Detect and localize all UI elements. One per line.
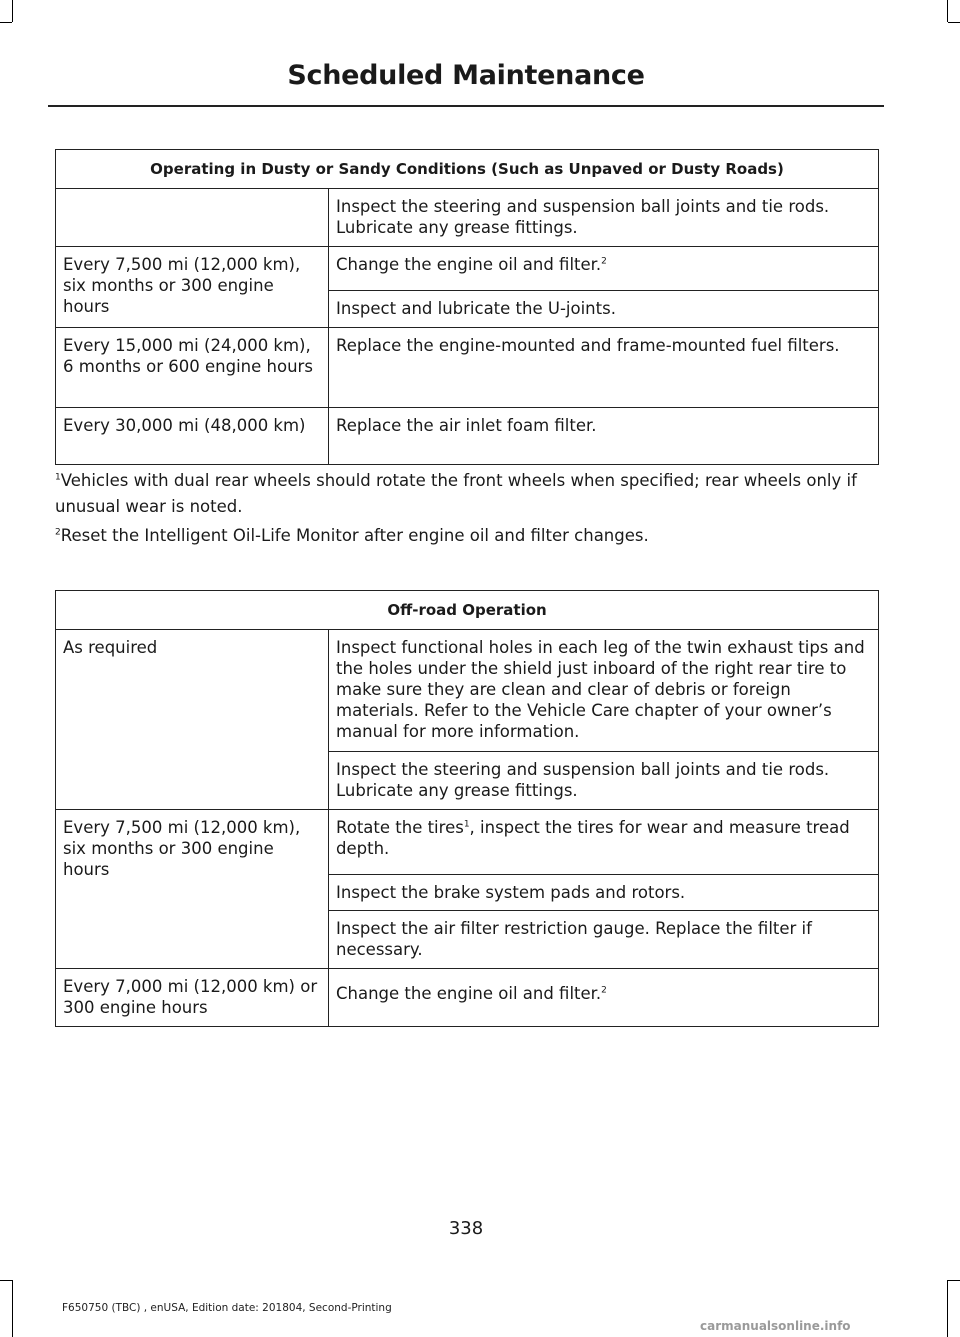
table-row [56,408,879,465]
crop-mark [0,1280,12,1281]
task-text: Rotate the tires [336,818,464,837]
footnote-mark: 1 [55,472,61,483]
task-cell: Replace the engine-mounted and frame-mounted fuel filters. [329,328,879,408]
crop-mark [947,1280,948,1337]
footnotes [55,468,885,552]
footnote [55,468,885,520]
interval-cell: Every 30,000 mi (48,000 km) [56,408,329,465]
task-cell [329,247,879,291]
page-title: Scheduled Maintenance [287,60,645,91]
table-heading: Operating in Dusty or Sandy Conditions (Such as Unpaved or Dusty Roads) [56,150,879,189]
table-row [56,189,879,247]
footnote-ref: 2 [601,256,607,267]
interval-cell: Every 7,500 mi (12,000 km), six months or 300 engine hours [56,810,329,969]
table-row [56,630,879,752]
task-cell: Inspect functional holes in each leg of the twin exhaust tips and the holes under the shield just inboard of the right rear tire to make sure they are clean and clear of debris or foreign materials. Refer to the Vehicle Care chapter of your owner’s manual for more information. [329,630,879,752]
interval-cell [56,189,329,247]
dusty-conditions-table [55,149,879,465]
footnote-mark: 2 [55,527,61,538]
task-cell: Inspect and lubricate the U-joints. [329,291,879,328]
task-cell: Inspect the steering and suspension ball joints and tie rods. Lubricate any grease fittings. [329,189,879,247]
crop-mark [948,22,960,23]
task-cell: Replace the air inlet foam filter. [329,408,879,465]
table-row [56,969,879,1027]
table-row [56,247,879,291]
watermark: carmanualsonline.info [700,1319,851,1333]
crop-mark [948,1280,960,1281]
task-text: Change the engine oil and filter. [336,984,602,1003]
task-cell [329,969,879,1027]
interval-cell: Every 15,000 mi (24,000 km), 6 months or 600 engine hours [56,328,329,408]
task-cell [329,810,879,875]
table-header-row [56,150,879,189]
header-divider [48,105,884,107]
footnote [55,523,885,549]
footnote-text: Reset the Intelligent Oil-Life Monitor after engine oil and filter changes. [60,526,649,545]
table-header-row [56,591,879,630]
crop-mark [12,0,13,22]
interval-cell: Every 7,500 mi (12,000 km), six months or 300 engine hours [56,247,329,328]
off-road-operation-table [55,590,879,1027]
task-cell: Inspect the steering and suspension ball joints and tie rods. Lubricate any grease fittings. [329,752,879,810]
task-cell: Inspect the brake system pads and rotors. [329,875,879,911]
edition-info: F650750 (TBC) , enUSA, Edition date: 201804, Second-Printing [62,1302,392,1314]
crop-mark [0,22,12,23]
table-row [56,810,879,875]
task-cell: Inspect the air filter restriction gauge. Replace the filter if necessary. [329,911,879,969]
footnote-text: Vehicles with dual rear wheels should rotate the front wheels when specified; rear wheels only if unusual wear is noted. [55,471,857,516]
footnote-ref: 1 [463,819,470,830]
footnote-ref: 2 [601,985,607,996]
page-number: 338 [448,1218,484,1239]
table-row [56,328,879,408]
crop-mark [12,1280,13,1337]
interval-cell: As required [56,630,329,810]
table-heading: Off-road Operation [56,591,879,630]
interval-cell: Every 7,000 mi (12,000 km) or 300 engine hours [56,969,329,1027]
task-text: , inspect the tires for wear and measure tread depth. [336,818,850,858]
crop-mark [947,0,948,22]
task-text: Change the engine oil and filter. [336,255,602,274]
